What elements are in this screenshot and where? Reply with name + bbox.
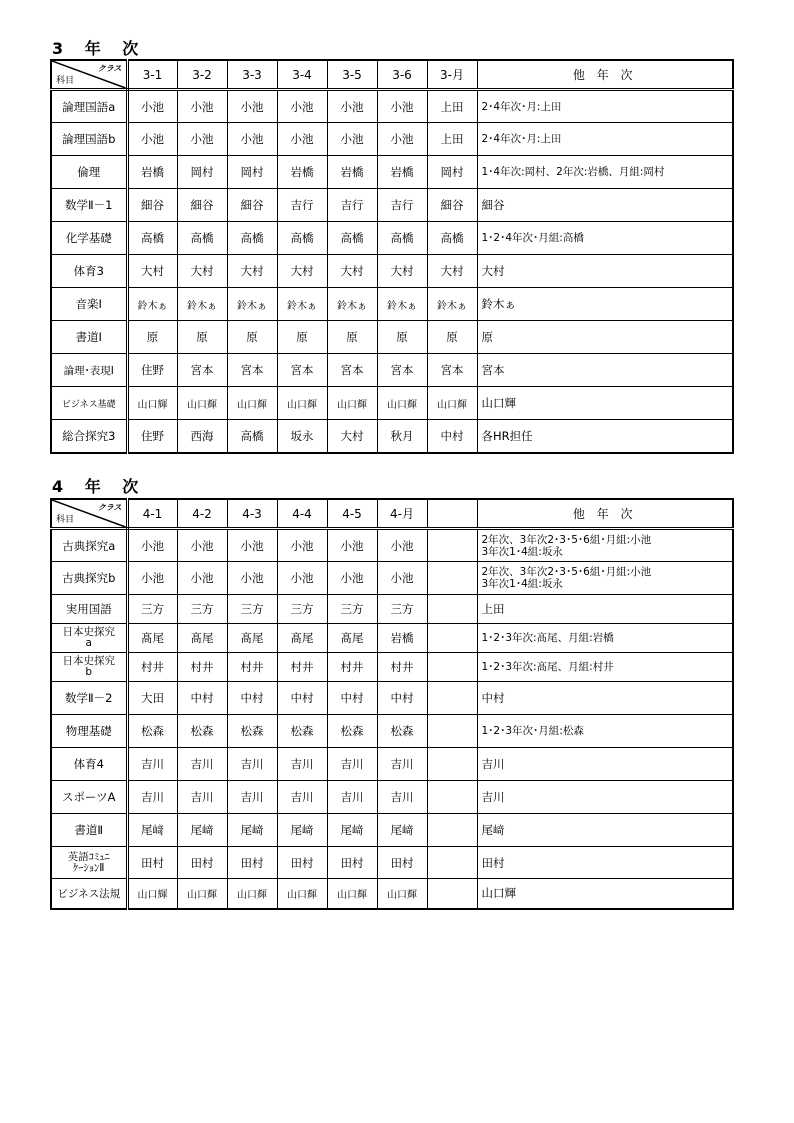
teacher-cell: 原 <box>327 321 377 354</box>
teacher-cell: 吉川 <box>377 748 427 781</box>
teacher-cell: 吉川 <box>127 748 177 781</box>
subject-cell: 書道Ⅰ <box>51 321 127 354</box>
table-row <box>51 529 733 562</box>
other-grade-header: 他 年 次 <box>477 60 733 90</box>
teacher-cell: 宮本 <box>377 354 427 387</box>
other-grade-header: 他 年 次 <box>477 499 733 529</box>
other-grade-cell: 1･4年次:岡村、2年次:岩橋、月組:岡村 <box>477 156 733 189</box>
subject-cell: 実用国語 <box>51 595 127 624</box>
teacher-cell: 小池 <box>127 90 177 123</box>
subject-line-2: a <box>85 637 92 649</box>
teacher-cell: 吉川 <box>327 781 377 814</box>
teacher-cell: 吉行 <box>377 189 427 222</box>
section-title-3: 3 年 次 <box>52 39 147 58</box>
teacher-cell: 村井 <box>177 653 227 682</box>
teacher-cell: 小池 <box>177 90 227 123</box>
teacher-cell: 岩橋 <box>277 156 327 189</box>
subject-cell: 古典探究b <box>51 562 127 595</box>
teacher-cell: 小池 <box>377 123 427 156</box>
class-header: 3-4 <box>277 60 327 90</box>
other-line-2: 3年次1･4組:坂永 <box>481 578 563 590</box>
teacher-cell: 高橋 <box>377 222 427 255</box>
teacher-cell <box>427 715 477 748</box>
corner-class-label: クラス <box>97 64 122 73</box>
teacher-cell: 小池 <box>227 562 277 595</box>
subject-line-1: 英語ｺﾐｭﾆ <box>67 850 110 863</box>
class-header: 4-5 <box>327 499 377 529</box>
other-grade-cell: 1･2･3年次:髙尾、月組:村井 <box>477 653 733 682</box>
teacher-cell <box>427 653 477 682</box>
teacher-cell: 小池 <box>277 529 327 562</box>
teacher-cell: 山口輝 <box>277 387 327 420</box>
teacher-cell: 尾﨑 <box>177 814 227 847</box>
teacher-cell: 高橋 <box>227 420 277 453</box>
teacher-cell: 小池 <box>177 562 227 595</box>
teacher-cell: 大村 <box>277 255 327 288</box>
teacher-cell: 尾﨑 <box>227 814 277 847</box>
other-line-1: 2年次、3年次2･3･5･6組･月組:小池 <box>481 533 652 546</box>
teacher-cell: 吉川 <box>327 748 377 781</box>
teacher-cell: 吉川 <box>227 781 277 814</box>
teacher-cell: 小池 <box>327 123 377 156</box>
teacher-cell: 中村 <box>427 420 477 453</box>
teacher-cell: 尾﨑 <box>277 814 327 847</box>
teacher-cell: 宮本 <box>177 354 227 387</box>
teacher-cell: 松森 <box>127 715 177 748</box>
teacher-cell: 大村 <box>127 255 177 288</box>
teacher-cell: 松森 <box>227 715 277 748</box>
teacher-cell: 吉行 <box>327 189 377 222</box>
teacher-cell: 高橋 <box>127 222 177 255</box>
teacher-cell: 村井 <box>127 653 177 682</box>
teacher-cell: 細谷 <box>127 189 177 222</box>
teacher-cell: 鈴木ぁ <box>127 288 177 321</box>
teacher-cell: 住野 <box>127 354 177 387</box>
table-row <box>51 595 733 624</box>
teacher-cell: 山口輝 <box>377 387 427 420</box>
teacher-cell: 高橋 <box>427 222 477 255</box>
teacher-cell: 大村 <box>427 255 477 288</box>
teacher-cell: 三方 <box>277 595 327 624</box>
other-grade-cell: 2･4年次･月:上田 <box>477 90 733 123</box>
teacher-cell: 小池 <box>227 529 277 562</box>
other-grade-cell: 尾﨑 <box>477 814 733 847</box>
class-header: 4-3 <box>227 499 277 529</box>
teacher-cell: 高橋 <box>177 222 227 255</box>
subject-cell <box>51 847 127 879</box>
teacher-cell: 小池 <box>377 90 427 123</box>
teacher-cell: 小池 <box>377 562 427 595</box>
teacher-cell: 鈴木ぁ <box>227 288 277 321</box>
table-row <box>51 90 733 123</box>
subject-cell: 数学Ⅱ－2 <box>51 682 127 715</box>
table-row <box>51 682 733 715</box>
table-row <box>51 420 733 453</box>
teacher-cell: 大村 <box>327 255 377 288</box>
teacher-cell: 吉川 <box>277 781 327 814</box>
class-header: 4-4 <box>277 499 327 529</box>
teacher-cell: 尾﨑 <box>127 814 177 847</box>
teacher-cell: 山口輝 <box>377 879 427 909</box>
teacher-cell: 宮本 <box>227 354 277 387</box>
subject-cell: 古典探究a <box>51 529 127 562</box>
teacher-cell: 小池 <box>127 562 177 595</box>
teacher-cell: 原 <box>177 321 227 354</box>
teacher-cell: 田村 <box>327 847 377 879</box>
teacher-cell: 宮本 <box>277 354 327 387</box>
teacher-cell: 髙尾 <box>277 624 327 653</box>
other-grade-cell: 各HR担任 <box>477 420 733 453</box>
other-grade-cell: 1･2･4年次･月組:高橋 <box>477 222 733 255</box>
teacher-cell: 細谷 <box>227 189 277 222</box>
teacher-cell: 三方 <box>327 595 377 624</box>
teacher-cell: 高橋 <box>277 222 327 255</box>
class-header: 4-月 <box>377 499 427 529</box>
other-line-1: 2年次、3年次2･3･5･6組･月組:小池 <box>481 566 652 578</box>
teacher-cell: 三方 <box>377 595 427 624</box>
teacher-cell: 坂永 <box>277 420 327 453</box>
teacher-cell: 岡村 <box>227 156 277 189</box>
teacher-cell: 村井 <box>227 653 277 682</box>
corner-subject-label: 科目 <box>56 76 75 86</box>
teacher-cell <box>427 814 477 847</box>
teacher-cell: 吉川 <box>277 748 327 781</box>
teacher-cell: 宮本 <box>327 354 377 387</box>
table-row <box>51 748 733 781</box>
teacher-cell: 吉川 <box>127 781 177 814</box>
teacher-cell: 秋月 <box>377 420 427 453</box>
teacher-cell: 田村 <box>377 847 427 879</box>
teacher-cell: 山口輝 <box>327 387 377 420</box>
teacher-cell: 鈴木ぁ <box>377 288 427 321</box>
teacher-cell: 中村 <box>227 682 277 715</box>
teacher-cell <box>427 562 477 595</box>
table-row <box>51 156 733 189</box>
other-grade-cell: 吉川 <box>477 781 733 814</box>
teacher-cell: 中村 <box>177 682 227 715</box>
teacher-cell: 小池 <box>327 529 377 562</box>
teacher-cell: 細谷 <box>427 189 477 222</box>
teacher-cell: 吉行 <box>277 189 327 222</box>
teacher-cell: 小池 <box>377 529 427 562</box>
other-grade-cell <box>477 562 733 595</box>
timetable-3nenji <box>50 59 734 454</box>
teacher-cell <box>427 781 477 814</box>
teacher-cell: 髙尾 <box>177 624 227 653</box>
class-header: 4-1 <box>127 499 177 529</box>
class-header: 3-3 <box>227 60 277 90</box>
teacher-cell: 吉川 <box>177 748 227 781</box>
teacher-cell: 岩橋 <box>127 156 177 189</box>
teacher-cell: 松森 <box>177 715 227 748</box>
teacher-cell: 大田 <box>127 682 177 715</box>
teacher-cell: 中村 <box>377 682 427 715</box>
other-grade-cell: 細谷 <box>477 189 733 222</box>
other-grade-cell: 宮本 <box>477 354 733 387</box>
teacher-cell: 小池 <box>277 123 327 156</box>
teacher-cell: 小池 <box>177 529 227 562</box>
table-row <box>51 814 733 847</box>
teacher-cell: 小池 <box>127 123 177 156</box>
table-row <box>51 189 733 222</box>
teacher-cell: 原 <box>227 321 277 354</box>
teacher-cell: 髙尾 <box>327 624 377 653</box>
teacher-cell: 鈴木ぁ <box>277 288 327 321</box>
other-grade-cell: 1･2･3年次:髙尾、月組:岩橋 <box>477 624 733 653</box>
subject-cell: ビジネス法規 <box>51 879 127 909</box>
table-row <box>51 653 733 682</box>
subject-cell: 体育3 <box>51 255 127 288</box>
subject-cell: スポーツA <box>51 781 127 814</box>
subject-cell: 数学Ⅱ－1 <box>51 189 127 222</box>
subject-cell: 音楽Ⅰ <box>51 288 127 321</box>
subject-line-2: b <box>85 666 93 678</box>
teacher-cell <box>427 624 477 653</box>
subject-cell: 論理国語b <box>51 123 127 156</box>
teacher-cell: 宮本 <box>427 354 477 387</box>
teacher-cell: 細谷 <box>177 189 227 222</box>
section-title-4: 4 年 次 <box>52 477 147 496</box>
teacher-cell: 松森 <box>327 715 377 748</box>
teacher-cell: 中村 <box>277 682 327 715</box>
teacher-cell <box>427 529 477 562</box>
teacher-cell: 山口輝 <box>427 387 477 420</box>
teacher-cell: 原 <box>377 321 427 354</box>
teacher-cell: 吉川 <box>377 781 427 814</box>
subject-cell: 論理国語a <box>51 90 127 123</box>
table-row <box>51 288 733 321</box>
teacher-cell: 村井 <box>327 653 377 682</box>
class-header: 3-2 <box>177 60 227 90</box>
teacher-cell: 三方 <box>127 595 177 624</box>
teacher-cell: 岩橋 <box>377 624 427 653</box>
table-row <box>51 879 733 909</box>
class-header: 4-2 <box>177 499 227 529</box>
teacher-cell: 大村 <box>227 255 277 288</box>
subject-cell: 書道Ⅱ <box>51 814 127 847</box>
teacher-cell: 小池 <box>127 529 177 562</box>
subject-cell: 総合探究3 <box>51 420 127 453</box>
teacher-cell: 吉川 <box>227 748 277 781</box>
teacher-cell: 鈴木ぁ <box>177 288 227 321</box>
other-grade-cell: 山口輝 <box>477 387 733 420</box>
teacher-cell: 小池 <box>177 123 227 156</box>
table-row <box>51 222 733 255</box>
subject-line-1: 日本史探究 <box>62 626 115 638</box>
teacher-cell: 山口輝 <box>327 879 377 909</box>
teacher-cell <box>427 748 477 781</box>
teacher-cell: 田村 <box>227 847 277 879</box>
other-grade-cell: 鈴木ぁ <box>477 288 733 321</box>
teacher-cell: 吉川 <box>177 781 227 814</box>
teacher-cell: 髙尾 <box>127 624 177 653</box>
teacher-cell: 原 <box>427 321 477 354</box>
class-header: 3-月 <box>427 60 477 90</box>
teacher-cell: 岩橋 <box>327 156 377 189</box>
subject-cell: 論理･表現Ⅰ <box>51 354 127 387</box>
table-row <box>51 123 733 156</box>
table-row <box>51 715 733 748</box>
corner-subject-label: 科目 <box>56 515 75 525</box>
subject-cell <box>51 624 127 653</box>
teacher-cell: 松森 <box>377 715 427 748</box>
other-grade-cell: 大村 <box>477 255 733 288</box>
other-grade-cell: 上田 <box>477 595 733 624</box>
other-grade-cell: 1･2･3年次･月組:松森 <box>477 715 733 748</box>
teacher-cell: 山口輝 <box>127 879 177 909</box>
teacher-cell: 三方 <box>177 595 227 624</box>
teacher-cell: 小池 <box>227 123 277 156</box>
other-grade-cell: 田村 <box>477 847 733 879</box>
corner-class-label: クラス <box>97 503 122 512</box>
teacher-cell: 髙尾 <box>227 624 277 653</box>
teacher-cell: 上田 <box>427 90 477 123</box>
subject-cell <box>51 653 127 682</box>
table-row <box>51 781 733 814</box>
teacher-cell: 三方 <box>227 595 277 624</box>
subject-cell: 体育4 <box>51 748 127 781</box>
teacher-cell: 小池 <box>277 562 327 595</box>
subject-cell: 物理基礎 <box>51 715 127 748</box>
teacher-cell: 岩橋 <box>377 156 427 189</box>
teacher-cell: 田村 <box>127 847 177 879</box>
table-row <box>51 321 733 354</box>
teacher-cell: 尾﨑 <box>377 814 427 847</box>
subject-cell: ビジネス基礎 <box>51 387 127 420</box>
teacher-cell: 尾﨑 <box>327 814 377 847</box>
teacher-cell: 大村 <box>377 255 427 288</box>
class-header: 3-6 <box>377 60 427 90</box>
table-row <box>51 847 733 879</box>
teacher-cell: 山口輝 <box>127 387 177 420</box>
table-row <box>51 354 733 387</box>
class-header <box>427 499 477 529</box>
teacher-cell: 原 <box>277 321 327 354</box>
teacher-cell: 鈴木ぁ <box>427 288 477 321</box>
teacher-cell: 山口輝 <box>177 387 227 420</box>
teacher-cell: 山口輝 <box>227 879 277 909</box>
teacher-cell <box>427 682 477 715</box>
teacher-cell: 小池 <box>327 90 377 123</box>
table-row <box>51 255 733 288</box>
teacher-cell: 高橋 <box>327 222 377 255</box>
teacher-cell: 小池 <box>277 90 327 123</box>
other-line-2: 3年次1･4組:坂永 <box>481 545 563 558</box>
subject-line-1: 日本史探究 <box>62 655 115 667</box>
subject-line-2: ｹｰｼｮﾝⅡ <box>73 861 105 874</box>
other-grade-cell: 吉川 <box>477 748 733 781</box>
table-row <box>51 387 733 420</box>
class-header: 3-5 <box>327 60 377 90</box>
teacher-cell: 鈴木ぁ <box>327 288 377 321</box>
teacher-cell: 田村 <box>277 847 327 879</box>
teacher-cell: 村井 <box>277 653 327 682</box>
subject-cell: 化学基礎 <box>51 222 127 255</box>
teacher-cell: 小池 <box>227 90 277 123</box>
teacher-cell: 岡村 <box>177 156 227 189</box>
teacher-cell: 村井 <box>377 653 427 682</box>
teacher-cell: 松森 <box>277 715 327 748</box>
teacher-cell <box>427 595 477 624</box>
table-row <box>51 562 733 595</box>
teacher-cell: 住野 <box>127 420 177 453</box>
teacher-cell <box>427 879 477 909</box>
teacher-cell: 山口輝 <box>227 387 277 420</box>
teacher-cell: 中村 <box>327 682 377 715</box>
teacher-cell: 岡村 <box>427 156 477 189</box>
header-corner <box>51 60 127 90</box>
other-grade-cell: 中村 <box>477 682 733 715</box>
teacher-cell: 小池 <box>327 562 377 595</box>
other-grade-cell: 2･4年次･月:上田 <box>477 123 733 156</box>
teacher-cell: 上田 <box>427 123 477 156</box>
teacher-cell <box>427 847 477 879</box>
header-corner <box>51 499 127 529</box>
teacher-cell: 大村 <box>327 420 377 453</box>
teacher-cell: 高橋 <box>227 222 277 255</box>
other-grade-cell: 山口輝 <box>477 879 733 909</box>
other-grade-cell <box>477 529 733 562</box>
teacher-cell: 原 <box>127 321 177 354</box>
timetable-4nenji <box>50 498 734 910</box>
table-row <box>51 624 733 653</box>
class-header: 3-1 <box>127 60 177 90</box>
teacher-cell: 山口輝 <box>277 879 327 909</box>
subject-cell: 倫理 <box>51 156 127 189</box>
teacher-cell: 田村 <box>177 847 227 879</box>
teacher-cell: 大村 <box>177 255 227 288</box>
other-grade-cell: 原 <box>477 321 733 354</box>
teacher-cell: 西海 <box>177 420 227 453</box>
teacher-cell: 山口輝 <box>177 879 227 909</box>
